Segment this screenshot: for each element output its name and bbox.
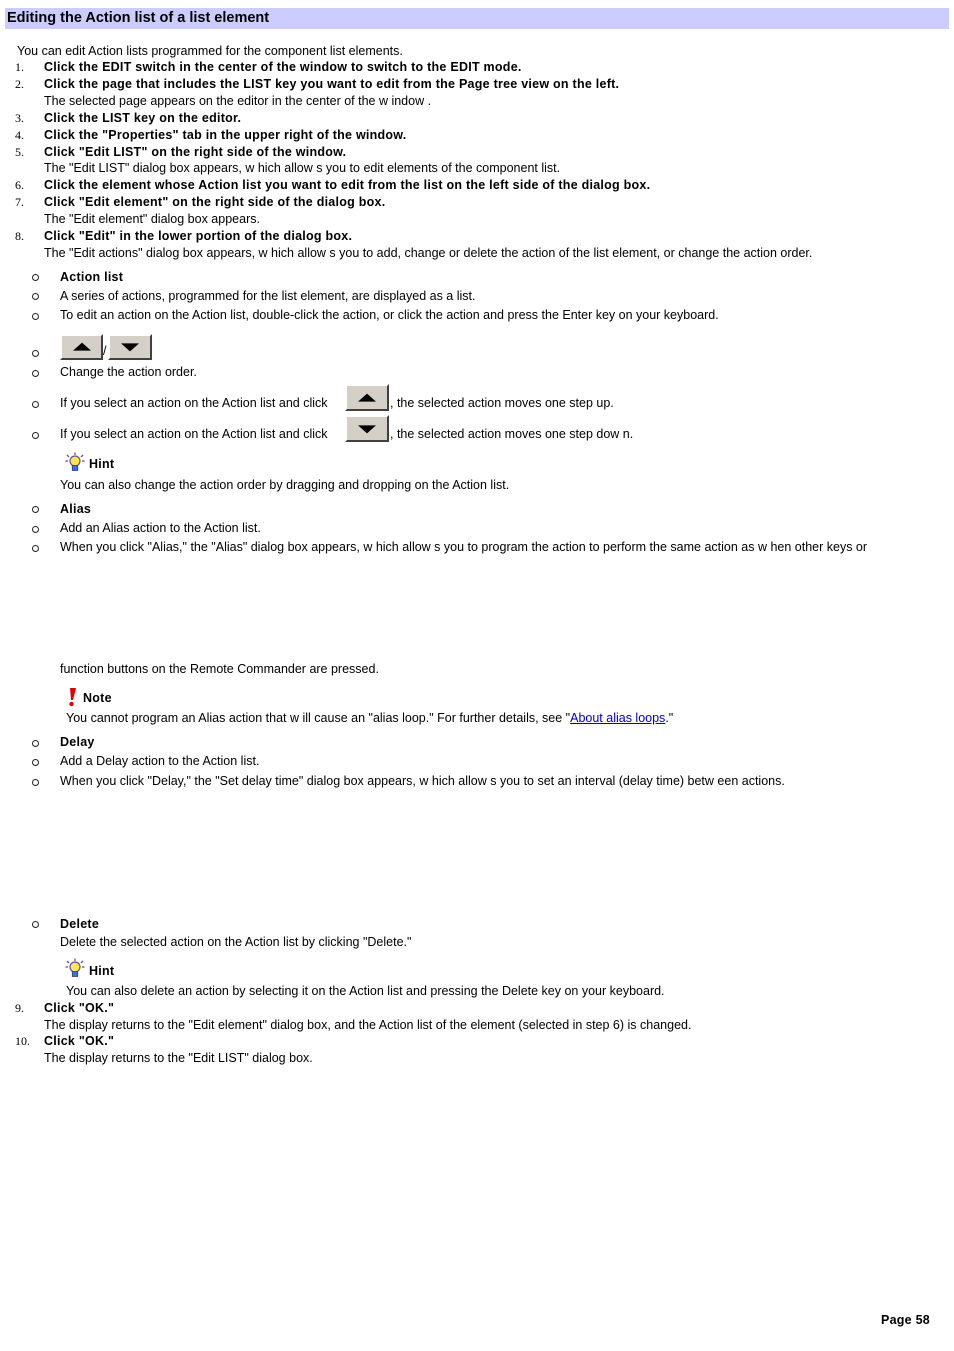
step-text: Click the "Properties" tab in the upper right of the window. — [44, 128, 407, 142]
bullet-icon — [32, 432, 39, 439]
step-text: Click "OK." — [44, 1001, 115, 1015]
button-separator: / — [103, 344, 107, 358]
hint-text: You can also change the action order by dragging and dropping on the Action list. — [60, 478, 510, 492]
delay-text: When you click "Delay," the "Set delay time" dialog box appears, w hich allow s you to set an interval (delay time) betw een actions. — [60, 774, 785, 788]
alias-text: When you click "Alias," the "Alias" dialog box appears, w hich allow s you to program the action to perform the same action as w hen other keys or — [60, 540, 868, 554]
bullet-icon — [32, 526, 39, 533]
step-text: Click the element whose Action list you want to edit from the list on the left side of the dialog box. — [44, 178, 651, 192]
move-down-button[interactable] — [108, 334, 152, 360]
hint-text: You can also delete an action by selecting it on the Action list and pressing the Delete key on your keyboard. — [66, 984, 665, 998]
order-down-text-after: , the selected action moves one step dow n. — [390, 427, 634, 441]
move-up-button[interactable] — [60, 334, 103, 360]
hint-label: Hint — [89, 457, 115, 471]
action-list-text: A series of actions, programmed for the list element, are displayed as a list. — [60, 289, 476, 303]
move-up-button-inline[interactable] — [345, 384, 389, 411]
step-number: 8. — [15, 229, 24, 243]
bullet-icon — [32, 545, 39, 552]
step-number: 3. — [15, 111, 24, 125]
bullet-icon — [32, 506, 39, 513]
bullet-icon — [32, 921, 39, 928]
bullet-icon — [32, 274, 39, 281]
bullet-icon — [32, 313, 39, 320]
bullet-icon — [32, 401, 39, 408]
action-list-text: To edit an action on the Action list, double-click the action, or click the action and press the Enter key on your keyboard. — [60, 308, 719, 322]
bullet-icon — [32, 370, 39, 377]
page-number: Page 58 — [881, 1313, 931, 1327]
step-number: 7. — [15, 195, 24, 209]
step-number: 9. — [15, 1001, 24, 1015]
step-text: Click the LIST key on the editor. — [44, 111, 242, 125]
alias-text: Add an Alias action to the Action list. — [60, 521, 261, 535]
note-text-after: ." — [665, 711, 674, 725]
step-description: The selected page appears on the editor in the center of the w indow . — [44, 94, 432, 108]
lightbulb-icon — [65, 958, 85, 978]
bullet-icon — [32, 779, 39, 786]
bullet-icon — [32, 293, 39, 300]
delete-heading: Delete — [60, 917, 100, 931]
step-description: The display returns to the "Edit element" dialog box, and the Action list of the element (selected in step 6) is changed. — [44, 1018, 692, 1032]
note-text-before: You cannot program an Alias action that w ill cause an "alias loop." For further details, see " — [66, 711, 571, 725]
bullet-icon — [32, 350, 39, 357]
exclamation-icon — [66, 687, 78, 707]
alias-text-continued: function buttons on the Remote Commander are pressed. — [60, 662, 379, 676]
page-title: Editing the Action list of a list element — [7, 10, 270, 26]
step-number: 10. — [15, 1034, 30, 1048]
bullet-icon — [32, 759, 39, 766]
hint-label: Hint — [89, 964, 115, 978]
note-text — [66, 711, 673, 726]
delete-text: Delete the selected action on the Action list by clicking "Delete." — [60, 935, 412, 949]
step-text: Click the EDIT switch in the center of the window to switch to the EDIT mode. — [44, 60, 522, 74]
order-down-text-before: If you select an action on the Action list and click — [60, 427, 328, 441]
step-text: Click "Edit element" on the right side of the dialog box. — [44, 195, 386, 209]
move-down-button-inline[interactable] — [345, 415, 389, 442]
delay-heading: Delay — [60, 735, 95, 749]
about-alias-loops-link[interactable]: About alias loops — [570, 711, 666, 725]
lightbulb-icon — [65, 452, 85, 472]
step-description: The "Edit LIST" dialog box appears, w hich allow s you to edit elements of the component list. — [44, 161, 561, 175]
title-bar — [5, 8, 949, 29]
delay-text: Add a Delay action to the Action list. — [60, 754, 260, 768]
step-text: Click "Edit" in the lower portion of the dialog box. — [44, 229, 353, 243]
step-number: 6. — [15, 178, 24, 192]
step-number: 1. — [15, 60, 24, 74]
step-text: Click "OK." — [44, 1034, 115, 1048]
intro-text: You can edit Action lists programmed for the component list elements. — [17, 44, 403, 58]
step-number: 2. — [15, 77, 24, 91]
alias-heading: Alias — [60, 502, 92, 516]
order-text: Change the action order. — [60, 365, 197, 379]
step-number: 4. — [15, 128, 24, 142]
step-text: Click the page that includes the LIST key you want to edit from the Page tree view on the left. — [44, 77, 620, 91]
bullet-icon — [32, 740, 39, 747]
step-number: 5. — [15, 145, 24, 159]
order-up-text-before: If you select an action on the Action list and click — [60, 396, 328, 410]
arrow-up-icon — [73, 343, 91, 351]
step-description: The "Edit actions" dialog box appears, w hich allow s you to add, change or delete the action of the list element, or change the action order. — [44, 246, 813, 260]
arrow-up-icon — [358, 393, 376, 401]
note-label: Note — [83, 691, 112, 705]
step-description: The "Edit element" dialog box appears. — [44, 212, 260, 226]
arrow-down-icon — [358, 425, 376, 433]
arrow-down-icon — [121, 343, 139, 351]
step-text: Click "Edit LIST" on the right side of the window. — [44, 145, 347, 159]
step-description: The display returns to the "Edit LIST" dialog box. — [44, 1051, 313, 1065]
action-list-heading: Action list — [60, 270, 124, 284]
order-up-text-after: , the selected action moves one step up. — [390, 396, 614, 410]
